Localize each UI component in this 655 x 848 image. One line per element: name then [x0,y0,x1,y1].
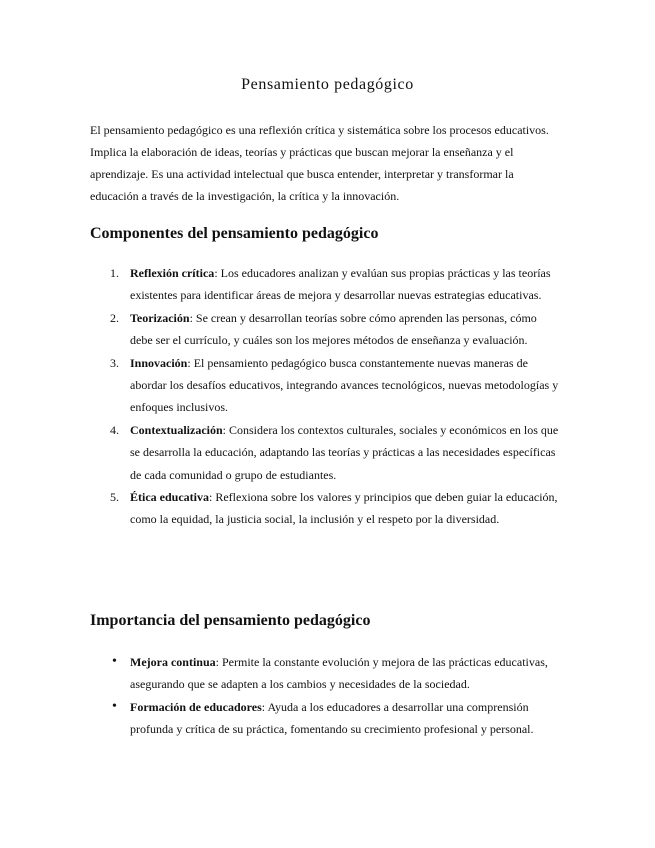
list-item-text: : Considera los contextos culturales, sociales y económicos en los que se desarrolla la educación, adaptando las teorías y prácticas a las necesidades específicas de cada comunidad o grupo de estudiantes. [130,422,559,482]
list-item [90,696,562,741]
list-item-term: Reflexión crítica [130,266,215,280]
importance-list [90,651,562,741]
page-title: Pensamiento pedagógico [241,76,414,93]
list-item [90,419,562,486]
list-number: 2. [110,310,119,325]
list-number: 5. [110,490,119,505]
components-list [90,262,562,531]
list-item-text: : Los educadores analizan y evalúan sus propias prácticas y las teorías existentes para identificar áreas de mejora y desarrollar nuevas estrategias educativas. [130,266,551,303]
list-item-term: Innovación [130,355,188,370]
list-item [90,307,562,352]
components-heading: Componentes del pensamiento pedagógico [90,225,379,242]
bullet-icon: • [112,698,117,714]
list-number: 3. [110,355,119,370]
list-item-text: : Ayuda a los educadores a desarrollar una comprensión profunda y crítica de su práctica, fomentando su crecimiento profesional y personal. [130,699,534,737]
importance-heading: Importancia del pensamiento pedagógico [90,612,371,629]
list-item [90,262,562,307]
bullet-icon: • [112,654,117,669]
list-item [90,486,562,531]
list-item-text: : Reflexiona sobre los valores y principios que deben guiar la educación, como la equidad, la justicia social, la inclusión y el respeto por la diversidad. [130,490,558,527]
list-number: 1. [110,266,119,280]
list-item-term: Formación de educadores [130,699,262,714]
list-item [90,352,562,419]
list-item-text: : El pensamiento pedagógico busca constantemente nuevas maneras de abordar los desafíos educativos, integrando avances tecnológicos, nuevas metodologías y enfoques inclusivos. [130,355,559,415]
list-item-term: Ética educativa [130,490,209,505]
list-item [90,651,562,696]
list-item-text: : Permite la constante evolución y mejora de las prácticas educativas, asegurando que se adapten a los cambios y necesidades de la sociedad. [130,655,548,692]
intro-paragraph: El pensamiento pedagógico es una reflexión crítica y sistemática sobre los procesos educativos. Implica la elaboración de ideas, teorías y prácticas que buscan mejorar la enseñanza y el aprendizaje. Es una actividad intelectual que busca entender, interpretar y transformar la educación a través de la investigación, la crítica y la innovación. [90,123,549,203]
list-item-text: : Se crean y desarrollan teorías sobre cómo aprenden las personas, cómo debe ser el currículo, y cuáles son los mejores métodos de enseñanza y evaluación. [130,310,537,348]
list-item-term: Contextualización [130,422,223,437]
list-item-term: Mejora continua [130,655,216,669]
list-number: 4. [110,422,119,437]
list-item-term: Teorización [130,310,190,325]
